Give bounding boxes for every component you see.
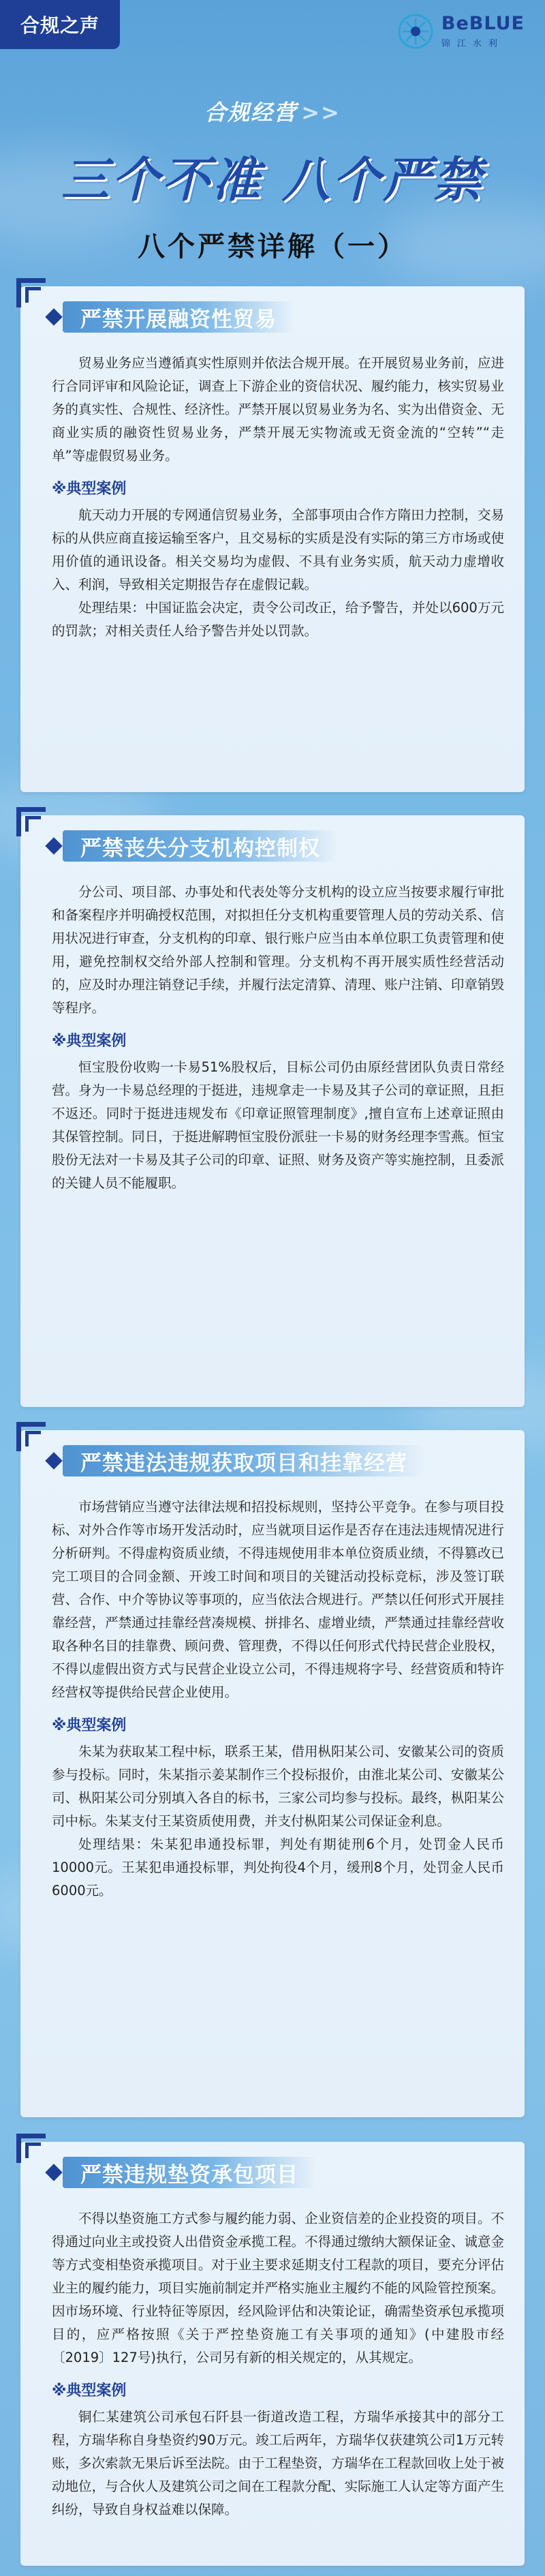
diamond-icon: [45, 837, 62, 854]
section-title-bar: [63, 2157, 316, 2188]
column-label: 合规之声: [20, 14, 99, 37]
section-title: 严禁开展融资性贸易: [80, 307, 277, 332]
case-text: 朱某为获取某工程中标，联系王某，借用枞阳某公司、安徽某公司的资质参与投标。同时，朱某指示姜某制作三个投标报价，由淮北某公司、安徽某公司、枞阳某公司分别填入各自的标书，三家公司均参与投标。最终，枞阳某公司中标。朱某支付王某资质使用费，并支付枞阳某公司保证金利息。: [52, 1744, 504, 1829]
case-text: 铜仁某建筑公司承包石阡县一街道改造工程，方瑞华承接其中的部分工程，方瑞华称自身垫资约90万元。竣工后两年，方瑞华仅获建筑公司1万元转账，多次索款无果后诉至法院。由于工程垫资，方瑞华在工程款回收上处于被动地位，与合伙人及建筑公司之间在工程款分配、实际施工人认定等方面产生纠纷，导致自身权益难以保障。: [52, 2409, 504, 2517]
logo-subtitle: 锦江水利: [441, 38, 504, 49]
section-card-project-affiliation: [20, 1430, 525, 2117]
section-title: 严禁丧失分支机构控制权: [80, 836, 320, 861]
section-title: 严禁违法违规获取项目和挂靠经营: [80, 1451, 407, 1476]
corner-bracket-icon: [16, 2134, 46, 2163]
section-card-advance-funding: [20, 2142, 525, 2566]
section-intro: 分公司、项目部、办事处和代表处等分支机构的设立应当按要求履行审批和备案程序并明确授权范围，对拟担任分支机构重要管理人员的劳动关系、信用状况进行审查，分支机构的印章、银行账户应当由本单位职工负责管理和使用，避免控制权交给外部人控制和管理。分支机构不再开展实质性经营活动的，应及时办理注销登记手续，并履行法定清算、清理、账户注销、印章销毁等程序。: [52, 884, 504, 1016]
logo-text: [441, 14, 525, 49]
diamond-icon: [45, 308, 62, 325]
corner-bracket-icon: [16, 1422, 46, 1451]
section-intro: 市场营销应当遵守法律法规和招投标规则，坚持公平竞争。在参与项目投标、对外合作等市场开发活动时，应当就项目运作是否存在违法违规情况进行分析研判。不得虚构资质业绩，不得违规使用非本单位资质业绩，不得篡改已完工项目的合同金额、开竣工时间和项目的关键活动投标竞标，涉及签订联营、合作、中介等协议等事项的，应当依法合规进行。严禁以任何形式开展挂靠经营，严禁通过挂靠经营凑规模、拼排名、虚增业绩，严禁通过挂靠经营收取各种名目的挂靠费、顾问费、管理费，不得以任何形式代持民营企业股权，不得以虚假出资方式与民营企业设立公司，不得违规将字号、经营资质和特许经营权等提供给民营企业使用。: [52, 1499, 504, 1700]
double-arrow-icon: >>: [301, 100, 341, 125]
sub-title: 八个严禁详解（一）: [138, 231, 407, 262]
section-intro: 贸易业务应当遵循真实性原则并依法合规开展。在开展贸易业务前，应进行合同评审和风险论证，调查上下游企业的资信状况、履约能力，核实贸易业务的真实性、合规性、经济性。严禁开展以贸易业务为名、实为出借资金、无商业实质的融资性贸易业务，严禁开展无实物流或无资金流的“空转”“走单”等虚假贸易业务。: [52, 355, 504, 464]
section-body: [52, 352, 504, 643]
kicker: [0, 95, 545, 127]
diamond-icon: [45, 1452, 62, 1469]
section-card-trade-financing: [20, 286, 525, 792]
diamond-icon: [45, 2164, 62, 2181]
logo-brand: BeBLUE: [441, 12, 525, 34]
section-title-bar: [63, 830, 338, 862]
section-body: [52, 881, 504, 1195]
case-heading: ※典型案例: [52, 1717, 127, 1734]
section-body: [52, 1496, 504, 1903]
case-heading: ※典型案例: [52, 481, 127, 498]
case-heading: ※典型案例: [52, 1033, 127, 1050]
section-title: 严禁违规垫资承包项目: [80, 2162, 298, 2187]
section-title-bar: [63, 1445, 425, 1476]
company-logo: [396, 12, 525, 50]
case-text: 航天动力开展的专网通信贸易业务，全部事项由合作方隋田力控制，交易标的从供应商直接运输至客户，且交易标的实质是没有实际的第三方市场或使用价值的通讯设备。相关交易均为虚假、不具有业务实质，航天动力虚增收入、利润，导致相关定期报告存在虚假记载。: [52, 507, 504, 592]
section-body: [52, 2207, 504, 2521]
section-intro: 不得以垫资施工方式参与履约能力弱、企业资信差的企业投资的项目。不得通过向业主或投资人出借资金承揽工程。不得通过缴纳大额保证金、诚意金等方式变相垫资承揽项目。对于业主要求延期支付工程款的项目，要充分评估业主的履约能力，项目实施前制定并严格实施业主履约不能的风险管控预案。因市场环境、行业特征等原因，经风险评估和决策论证，确需垫资承包承揽项目的，应严格按照《关于严控垫资施工有关事项的通知》(中建股市经〔2019〕127号)执行，公司另有新的相关规定的，从其规定。: [52, 2211, 504, 2365]
section-card-branch-control: [20, 815, 525, 1407]
section-title-bar: [63, 301, 294, 333]
case-text: 恒宝股份收购一卡易51%股权后，目标公司仍由原经营团队负责日常经营。身为一卡易总经理的于挺进，违规拿走一卡易及其子公司的章证照，且拒不返还。同时于挺进违规发布《印章证照管理制度》,擅自宣布上述章证照由其保管控制。同日，于挺进解聘恒宝股份派驻一卡易的财务经理李雪燕。恒宝股份无法对一卡易及其子公司的印章、证照、财务及资产等实施控制，且委派的关键人员不能履职。: [52, 1059, 504, 1191]
case-heading: ※典型案例: [52, 2382, 127, 2399]
main-title: 三个不准 八个严禁: [61, 152, 484, 208]
column-label-tag: [0, 0, 120, 49]
kicker-text: 合规经营: [204, 100, 298, 125]
corner-bracket-icon: [16, 807, 46, 836]
logo-mark-icon: [396, 12, 435, 50]
case-result: 处理结果：朱某犯串通投标罪，判处有期徒刑6个月，处罚金人民币10000元。王某犯串通投标罪，判处拘役4个月，缓刑8个月，处罚金人民币6000元。: [52, 1836, 504, 1898]
corner-bracket-icon: [16, 278, 46, 307]
case-result: 处理结果：中国证监会决定，责令公司改正，给予警告，并处以600万元的罚款；对相关责任人给予警告并处以罚款。: [52, 600, 504, 639]
